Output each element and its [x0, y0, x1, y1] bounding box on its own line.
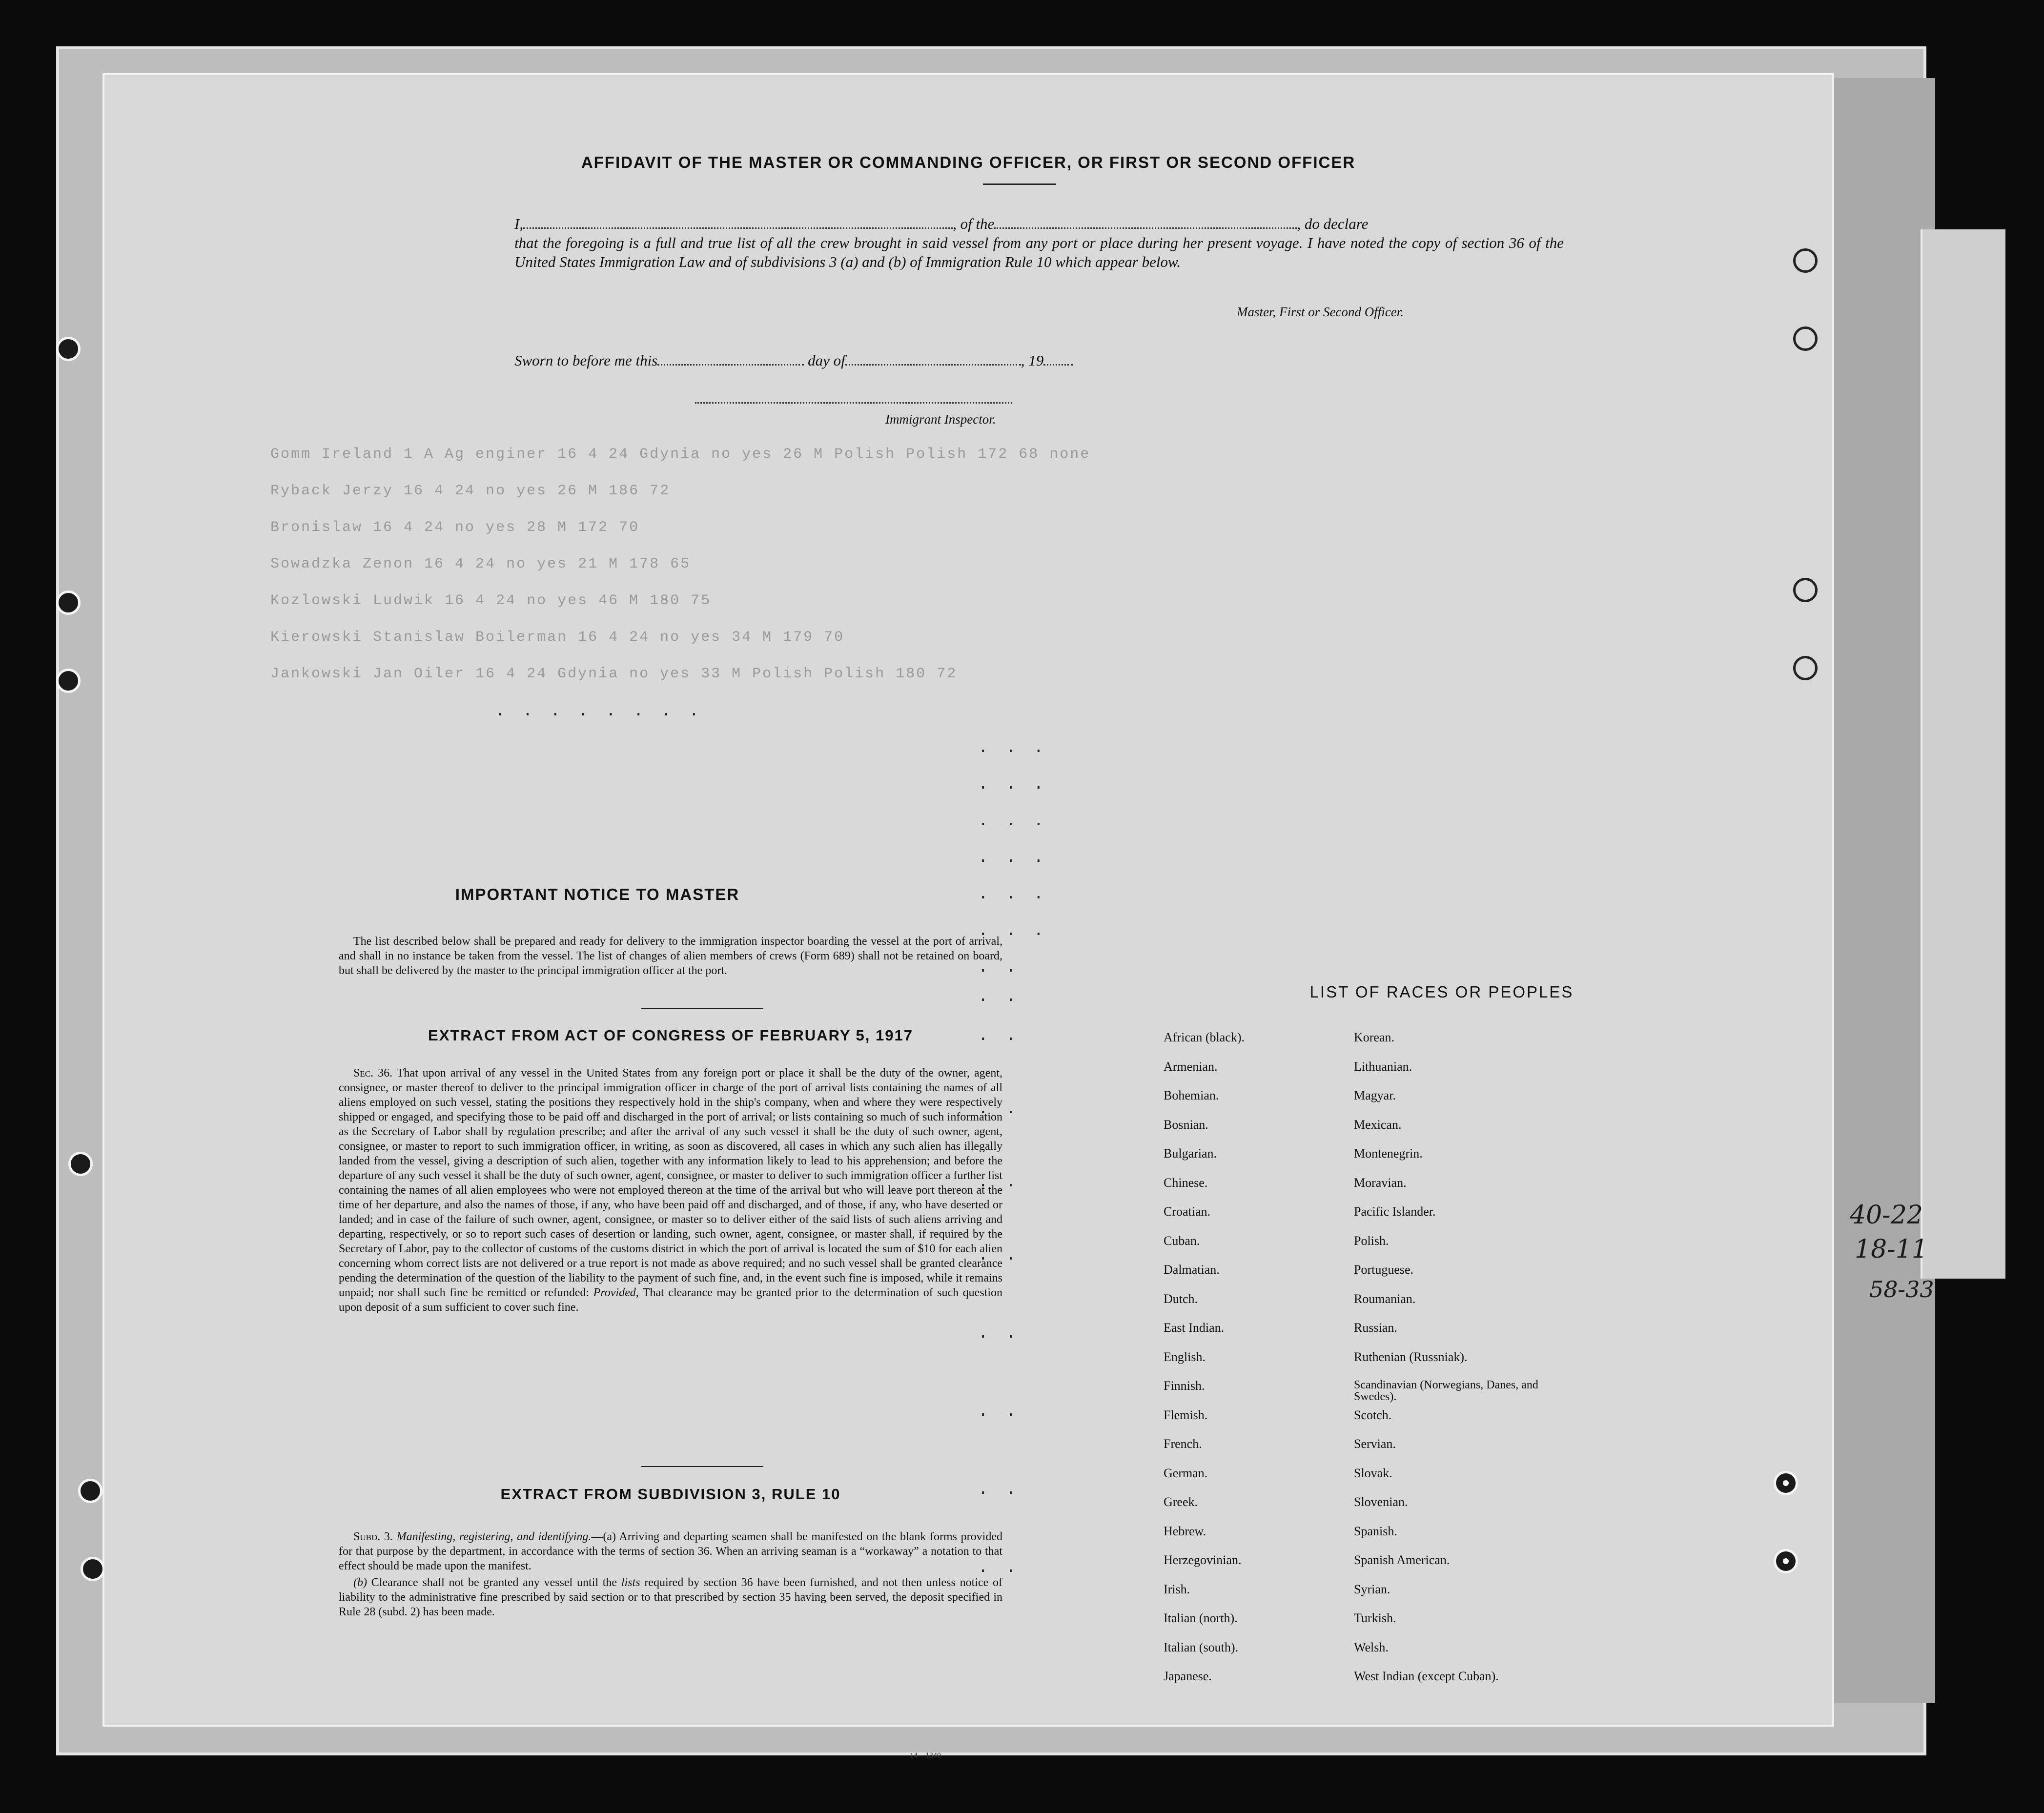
form-sheet: [102, 73, 1834, 1760]
row-marks: . .: [978, 1403, 1020, 1421]
inspector-signature-field[interactable]: [695, 402, 1012, 404]
race-item: French.: [1164, 1437, 1202, 1451]
race-item: West Indian (except Cuban).: [1354, 1669, 1499, 1683]
paragraph-b-italic: lists: [621, 1576, 640, 1589]
binder-hole: [78, 1479, 102, 1503]
affidavit-text: that the foregoing is a full and true list of all the crew brought in said vessel from any port or place during her present voyage. I have noted the copy of section 36 of the United States Immigration Law and of subdivisions 3 (a) and (b) of Immigration Rule 10 which appear below.: [514, 234, 1564, 270]
paragraph-b-pre: Clearance shall not be granted any vessel until the: [371, 1576, 617, 1589]
section-text: That upon arrival of any vessel in the United States from any foreign port or place it shall be the duty of the owner, agent, consignee, or master thereof to deliver to the principal immigration officer in charge of the port of arrival lists containing the names of all aliens employed on such vessel, stating the positions they respectively hold in the ship's company, when and where they were respectively shipped or engaged, and specifying those to be paid off and discharged in the port of arrival; or lists containing so much of such information as the Secretary of Labor shall by regulation prescribe; and after the arrival of any such vessel it shall be the duty of such owner, agent, consignee, or master to report to such immigration officer, in writing, as soon as discovered, all cases in which any such alien has illegally landed from the vessel, giving a description of such alien, together with any information likely to lead to his apprehension; and before the departure of any such vessel it shall be the duty of such owner, agent, consignee, or master to deliver to such immigration officer a further list containing the names of all alien employees who were not employed thereon at the time of the arrival but who will leave port thereon at the time of her departure, and also the names of those, if any, who have been paid off and discharged, and of those, if any, who have deserted or landed; and in case of the failure of such owner, agent, consignee, or master so to deliver either of the said lists of such aliens arriving and departing, respectively, or so to report such cases of desertion or landing, such owner, agent, consignee, or master shall, if required by the Secretary of Labor, pay to the collector of customs of the customs district in which the port of arrival is located the sum of $10 for each alien concerning whom correct lists are not delivered or a true report is not made as above required; and no such vessel shall be granted clearance pending the determination of the question of the liability to the payment of such fine, and, in the event such fine is imposed, while it remains unpaid; nor shall such fine be remitted or refunded:: [339, 1067, 1002, 1299]
races-left-column: [1164, 1031, 1334, 1699]
row-marks: . .: [978, 1481, 1020, 1499]
race-item: Croatian.: [1164, 1204, 1211, 1219]
punch-hole: [1774, 1549, 1798, 1573]
binder-hole: [56, 337, 81, 361]
race-item: Slovenian.: [1354, 1495, 1408, 1509]
title-rule: [983, 183, 1056, 185]
act-rule: [641, 1466, 763, 1467]
margin-note: 18-11: [1855, 1235, 1928, 1264]
race-item: Scandinavian (Norwegians, Danes, and Swedes).: [1354, 1379, 1538, 1403]
rule-extract-title: EXTRACT FROM SUBDIVISION 3, RULE 10: [500, 1486, 841, 1503]
race-item: Irish.: [1164, 1582, 1190, 1596]
row-marks: . .: [978, 1246, 1020, 1265]
race-item: Moravian.: [1354, 1175, 1407, 1190]
notice-body: [339, 934, 1002, 980]
row-marks: . . . . . . . .: [495, 702, 703, 721]
affidavit-title: AFFIDAVIT OF THE MASTER OR COMMANDING OFFICER, OR FIRST OR SECOND OFFICER: [581, 153, 1356, 171]
race-item: Pacific Islander.: [1354, 1204, 1436, 1219]
race-item: Polish.: [1354, 1233, 1389, 1248]
vessel-name-field[interactable]: [994, 227, 1297, 229]
bleed-through-text: Ryback Jerzy 16 4 24 no yes 26 M 186 72: [270, 483, 671, 499]
bleed-through-text: Sowadzka Zenon 16 4 24 no yes 21 M 178 65: [270, 556, 691, 572]
punch-hole: [1793, 326, 1818, 351]
row-marks: . .: [978, 1559, 1020, 1577]
race-item: Cuban.: [1164, 1233, 1200, 1248]
subdivision-label: Subd. 3.: [353, 1530, 393, 1543]
race-item: Italian (north).: [1164, 1611, 1238, 1625]
margin-note: 58-33: [1869, 1276, 1934, 1303]
form-number: 14—1340: [910, 1752, 941, 1760]
bleed-through-text: Jankowski Jan Oiler 16 4 24 Gdynia no yes 33 M Polish Polish 180 72: [270, 666, 958, 682]
declarant-name-field[interactable]: [523, 227, 953, 229]
signature-label: Master, First or Second Officer.: [1237, 305, 1404, 319]
paragraph-b-label: (b): [353, 1576, 367, 1589]
race-item: Ruthenian (Russniak).: [1354, 1349, 1468, 1364]
binder-hole: [81, 1557, 105, 1581]
row-marks: . .: [978, 1100, 1020, 1119]
race-item: English.: [1164, 1349, 1206, 1364]
bleed-through-text: Kierowski Stanislaw Boilerman 16 4 24 no yes 34 M 179 70: [270, 629, 845, 646]
row-marks: . .: [978, 1324, 1020, 1343]
vessel-prefix: , of the: [953, 215, 995, 232]
row-marks: . . .: [978, 885, 1048, 904]
race-item: Dalmatian.: [1164, 1263, 1220, 1277]
race-item: Portuguese.: [1354, 1263, 1414, 1277]
sworn-month-field[interactable]: [845, 364, 1021, 366]
provided-text: That clearance may be granted prior to the determination of such question upon deposit of a sum sufficient to cover such fine.: [339, 1286, 1002, 1314]
race-item: Mexican.: [1354, 1117, 1402, 1132]
rule-extract-body: [339, 1529, 1002, 1621]
section-label: Sec. 36.: [353, 1067, 393, 1080]
sworn-year-field[interactable]: [1043, 364, 1073, 366]
declare-suffix: , do declare: [1297, 215, 1369, 232]
affidavit-body: [514, 214, 1564, 271]
race-item: Lithuanian.: [1354, 1059, 1412, 1074]
subdivision-heading: Manifesting, registering, and identifying.: [396, 1530, 592, 1543]
provided-label: Provided,: [593, 1286, 639, 1299]
row-marks: . .: [978, 988, 1020, 1006]
race-item: Italian (south).: [1164, 1640, 1239, 1654]
bleed-through-text: Bronislaw 16 4 24 no yes 28 M 172 70: [270, 519, 640, 536]
race-item: Syrian.: [1354, 1582, 1390, 1596]
row-marks: . . .: [978, 922, 1048, 940]
race-item: Bulgarian.: [1164, 1146, 1217, 1161]
punch-hole: [1793, 578, 1818, 602]
sworn-prefix: Sworn to before me this: [514, 352, 658, 369]
race-item: Servian.: [1354, 1437, 1396, 1451]
binder-hole: [56, 669, 81, 693]
race-item: Hebrew.: [1164, 1524, 1206, 1538]
notice-title: IMPORTANT NOTICE TO MASTER: [455, 885, 740, 903]
race-item: Herzegovinian.: [1164, 1553, 1242, 1567]
race-item: Greek.: [1164, 1495, 1198, 1509]
races-right-column: [1354, 1031, 1559, 1699]
bleed-through-text: Gomm Ireland 1 A Ag enginer 16 4 24 Gdynia no yes 26 M Polish Polish 172 68 none: [270, 446, 1091, 463]
race-item: Japanese.: [1164, 1669, 1212, 1683]
race-item: Korean.: [1354, 1030, 1395, 1044]
row-marks: . .: [978, 1173, 1020, 1192]
race-item: African (black).: [1164, 1030, 1245, 1044]
race-item: Roumanian.: [1354, 1291, 1416, 1306]
race-item: Scotch.: [1354, 1407, 1392, 1422]
race-item: Spanish American.: [1354, 1553, 1450, 1567]
race-item: Montenegrin.: [1354, 1146, 1423, 1161]
race-item: Magyar.: [1354, 1088, 1396, 1102]
punch-hole: [1793, 656, 1818, 680]
race-item: Turkish.: [1354, 1611, 1396, 1625]
race-item: Armenian.: [1164, 1059, 1218, 1074]
race-item: Bosnian.: [1164, 1117, 1208, 1132]
row-marks: . . .: [978, 812, 1048, 831]
notice-text: The list described below shall be prepared and ready for delivery to the immigration inspector boarding the vessel at the port of arrival, and shall in no instance be taken from the vessel. The list of changes of alien members of crews (Form 689) shall not be retained on board, but shall be delivered by the master to the principal immigration officer at the port.: [339, 935, 1002, 977]
inspector-label: Immigrant Inspector.: [885, 412, 996, 427]
sworn-line: [514, 351, 1564, 370]
sworn-day-label: day of: [808, 352, 845, 369]
row-marks: . .: [978, 958, 1020, 977]
bleed-through-text: Kozlowski Ludwik 16 4 24 no yes 46 M 180 75: [270, 592, 712, 609]
declarant-prefix: I,: [514, 215, 524, 232]
race-item: Finnish.: [1164, 1379, 1205, 1393]
notice-rule: [641, 1008, 763, 1009]
races-title: LIST OF RACES OR PEOPLES: [1309, 983, 1574, 1001]
race-item: Dutch.: [1164, 1291, 1198, 1306]
race-item: Flemish.: [1164, 1407, 1208, 1422]
paragraph-b-post: required by section 36 have been furnished, and not then unless notice of liability to the administrative fine prescribed by said section or to that prescribed by section 35 having been served, the deposit specified in Rule 28 (subd. 2) has been made.: [339, 1576, 1003, 1618]
paragraph-a: —(a) Arriving and departing seamen shall be manifested on the blank forms provided for that purpose by the department, in accordance with the terms of section 36. When an arriving seaman is a “workaway” a notation to that effect should be made upon the manifest.: [339, 1530, 1002, 1572]
punch-hole: [1793, 248, 1818, 273]
race-item: Slovak.: [1354, 1466, 1392, 1480]
race-item: Welsh.: [1354, 1640, 1389, 1654]
sworn-year-label: , 19: [1021, 352, 1044, 369]
binder-hole: [68, 1152, 93, 1176]
underlying-page-tab: [1921, 229, 2005, 1279]
act-extract-title: EXTRACT FROM ACT OF CONGRESS OF FEBRUARY 5, 1917: [428, 1027, 913, 1044]
race-item: Chinese.: [1164, 1175, 1208, 1190]
act-extract-body: [339, 1066, 1002, 1317]
race-item: Spanish.: [1354, 1524, 1397, 1538]
race-item: Russian.: [1354, 1321, 1397, 1335]
binder-hole: [56, 591, 81, 615]
margin-note: 40-22: [1850, 1201, 1923, 1230]
row-marks: . . .: [978, 739, 1048, 757]
race-item: German.: [1164, 1466, 1208, 1480]
sworn-day-field[interactable]: [657, 364, 804, 366]
race-item: East Indian.: [1164, 1321, 1225, 1335]
punch-hole: [1774, 1471, 1798, 1495]
race-item: Bohemian.: [1164, 1088, 1219, 1102]
row-marks: . .: [978, 1027, 1020, 1045]
row-marks: . . .: [978, 849, 1048, 867]
row-marks: . . .: [978, 775, 1048, 794]
